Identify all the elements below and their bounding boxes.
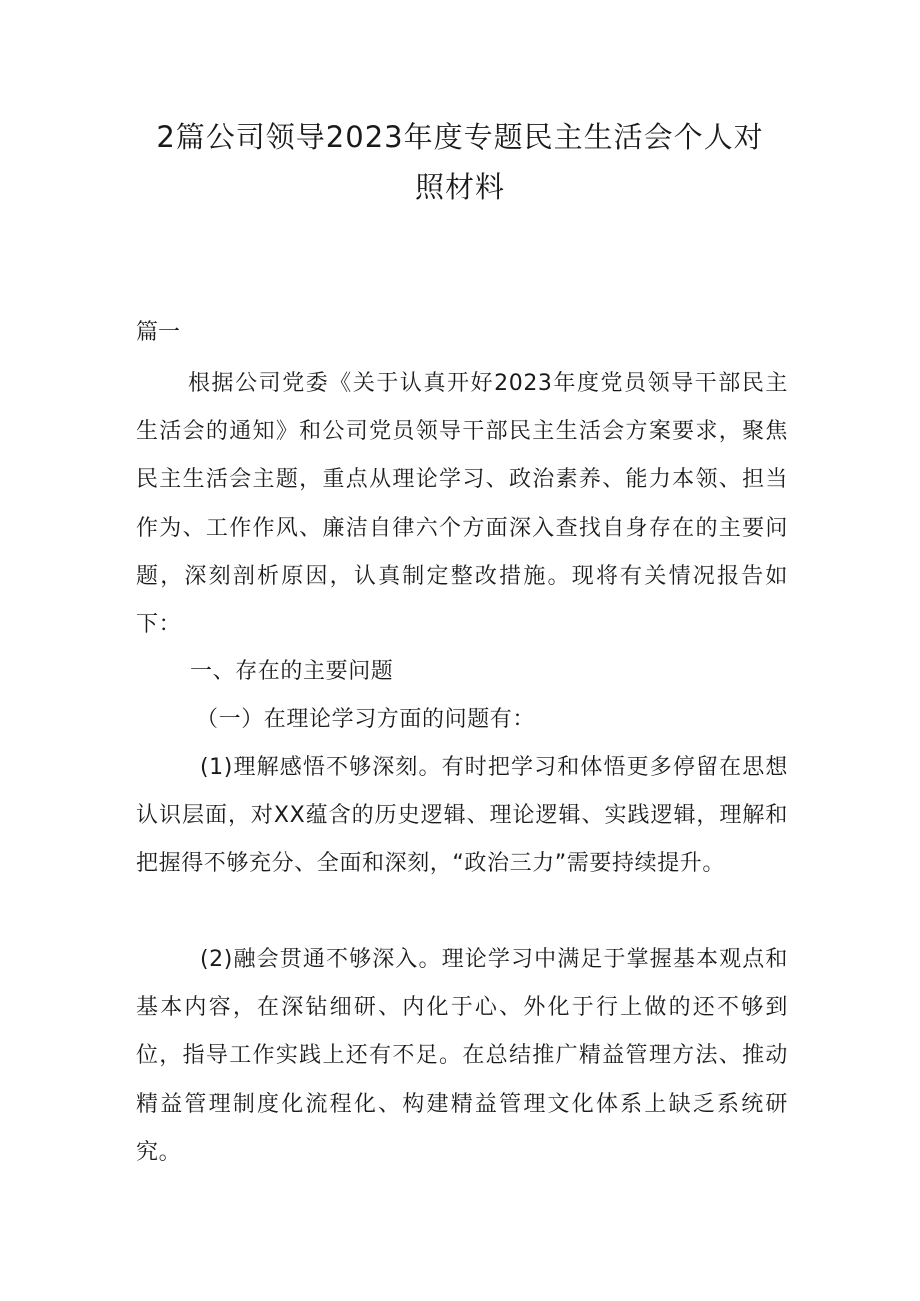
section-label: 篇一	[136, 320, 181, 345]
document-title	[110, 112, 810, 212]
title-line-1: 2篇公司领导2023年度专题民主生活会个人对	[156, 120, 764, 154]
heading-main-problems: 一、存在的主要问题	[190, 659, 394, 684]
title-line-2: 照材料	[414, 170, 505, 204]
list-item-2: (2)融会贯通不够深入。理论学习中满足于掌握基本观点和基本内容，在深钻细研、内化于心、外化于行上做的还不够到位，指导工作实践上还有不足。在总结推广精益管理方法、推动精益管理制度化流程化、构建精益管理文化体系上缺乏系统研究。	[136, 947, 788, 1165]
heading-theory-study: （一）在理论学习方面的问题有：	[196, 707, 536, 732]
list-item-1: (1)理解感悟不够深刻。有时把学习和体悟更多停留在思想认识层面，对XX蕴含的历史逻辑、理论逻辑、实践逻辑，理解和把握得不够充分、全面和深刻，“政治三力”需要持续提升。	[136, 755, 788, 877]
intro-paragraph: 根据公司党委《关于认真开好2023年度党员领导干部民主生活会的通知》和公司党员领导干部民主生活会方案要求，聚焦民主生活会主题，重点从理论学习、政治素养、能力本领、担当作为、工作作风、廉洁自律六个方面深入查找自身存在的主要问题，深刻剖析原因，认真制定整改措施。现将有关情况报告如下：	[136, 371, 788, 638]
